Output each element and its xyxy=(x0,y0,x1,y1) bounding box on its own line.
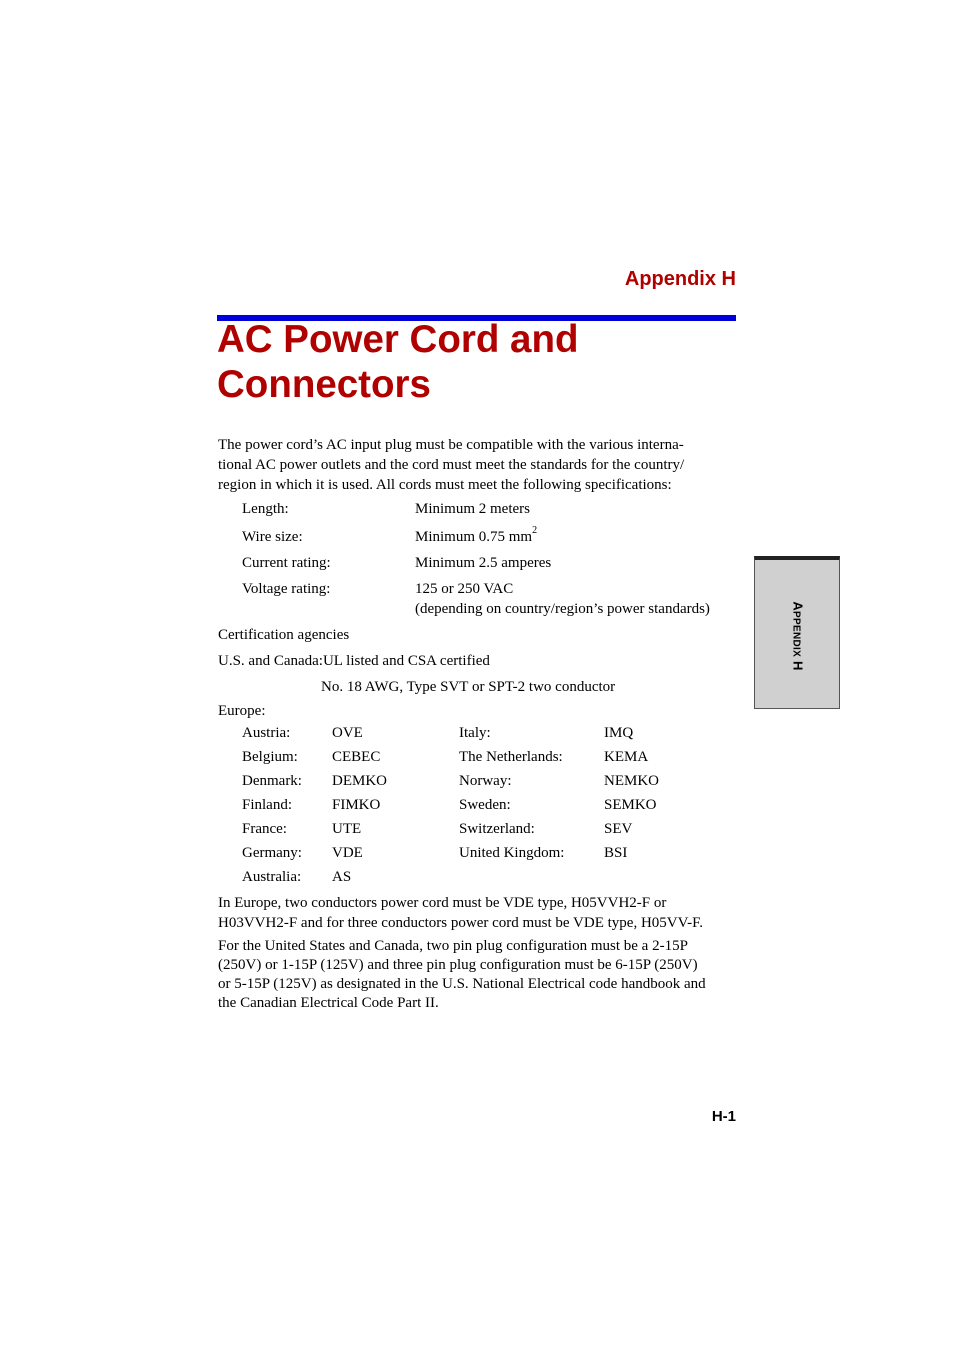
side-tab-letter: H xyxy=(790,657,806,671)
spec-value-length: Minimum 2 meters xyxy=(415,501,530,517)
us-note xyxy=(218,937,706,1013)
spec-label-voltage: Voltage rating: xyxy=(242,581,331,597)
us-canada-certification: U.S. and Canada:UL listed and CSA certified xyxy=(218,653,490,669)
us-note-line: or 5-15P (125V) as designated in the U.S. National Electrical code handbook and xyxy=(218,976,706,992)
europe-note xyxy=(218,893,703,933)
europe-note-line: In Europe, two conductors power cord must be VDE type, H05VVH2-F or xyxy=(218,895,667,911)
agency-name: KEMA xyxy=(604,749,649,765)
agency-name: SEV xyxy=(604,821,633,837)
agency-name: VDE xyxy=(332,845,363,861)
agency-name: CEBEC xyxy=(332,749,381,765)
page-title xyxy=(217,317,737,407)
agency-country: United Kingdom: xyxy=(459,845,565,861)
spec-value-current: Minimum 2.5 amperes xyxy=(415,555,552,571)
europe-note-line: H03VVH2-F and for three conductors power cord must be VDE type, H05VV-F. xyxy=(218,915,703,931)
agency-country: Denmark: xyxy=(242,773,302,789)
agency-country: Austria: xyxy=(242,725,291,741)
side-tab-initial: A xyxy=(790,601,806,612)
agency-country: The Netherlands: xyxy=(459,749,563,765)
agency-name: FIMKO xyxy=(332,797,381,813)
spec-label-wire-size: Wire size: xyxy=(242,529,303,545)
spec-value-voltage: 125 or 250 VAC xyxy=(415,581,514,597)
europe-heading: Europe: xyxy=(218,703,266,719)
appendix-side-tab xyxy=(754,556,840,709)
side-tab-smallcaps: PPENDIX xyxy=(790,611,802,658)
agency-country: Italy: xyxy=(459,725,491,741)
agency-name: SEMKO xyxy=(604,797,657,813)
page-number: H-1 xyxy=(711,1108,736,1125)
spec-value-wire-size-text: Minimum 0.75 mm xyxy=(415,529,533,545)
certification-heading: Certification agencies xyxy=(218,627,350,643)
agency-country: Norway: xyxy=(459,773,512,789)
agency-name: BSI xyxy=(604,845,628,861)
intro-line: region in which it is used. All cords must meet the following specifications: xyxy=(218,477,672,493)
agency-country: Belgium: xyxy=(242,749,298,765)
agency-country: Germany: xyxy=(242,845,302,861)
intro-paragraph xyxy=(218,435,684,495)
agency-name: AS xyxy=(332,869,352,885)
us-note-line: (250V) or 1-15P (125V) and three pin plug configuration must be 6-15P (250V) xyxy=(218,957,698,973)
side-tab-label xyxy=(791,601,806,670)
intro-line: tional AC power outlets and the cord must meet the standards for the country/ xyxy=(218,457,685,473)
agency-country: Sweden: xyxy=(459,797,511,813)
appendix-label: Appendix H xyxy=(624,268,736,290)
us-note-line: the Canadian Electrical Code Part II. xyxy=(218,995,439,1011)
agency-name: OVE xyxy=(332,725,363,741)
agency-country: Australia: xyxy=(242,869,302,885)
spec-note-voltage: (depending on country/region’s power standards) xyxy=(415,601,710,617)
page-title-line-1: AC Power Cord and xyxy=(217,318,579,361)
spec-label-length: Length: xyxy=(242,501,289,517)
spec-value-wire-size xyxy=(415,525,538,546)
spec-label-current: Current rating: xyxy=(242,555,331,571)
us-canada-detail: No. 18 AWG, Type SVT or SPT-2 two conductor xyxy=(321,679,616,695)
agency-country: France: xyxy=(242,821,287,837)
agency-country: Finland: xyxy=(242,797,293,813)
page-title-line-2: Connectors xyxy=(217,363,431,406)
intro-line: The power cord’s AC input plug must be compatible with the various interna- xyxy=(218,437,684,453)
agency-country: Switzerland: xyxy=(459,821,535,837)
agency-name: DEMKO xyxy=(332,773,387,789)
us-note-line: For the United States and Canada, two pin plug configuration must be a 2-15P xyxy=(218,938,688,954)
superscript: 2 xyxy=(532,525,538,536)
agency-name: UTE xyxy=(332,821,362,837)
agency-name: NEMKO xyxy=(604,773,659,789)
agency-name: IMQ xyxy=(604,725,634,741)
